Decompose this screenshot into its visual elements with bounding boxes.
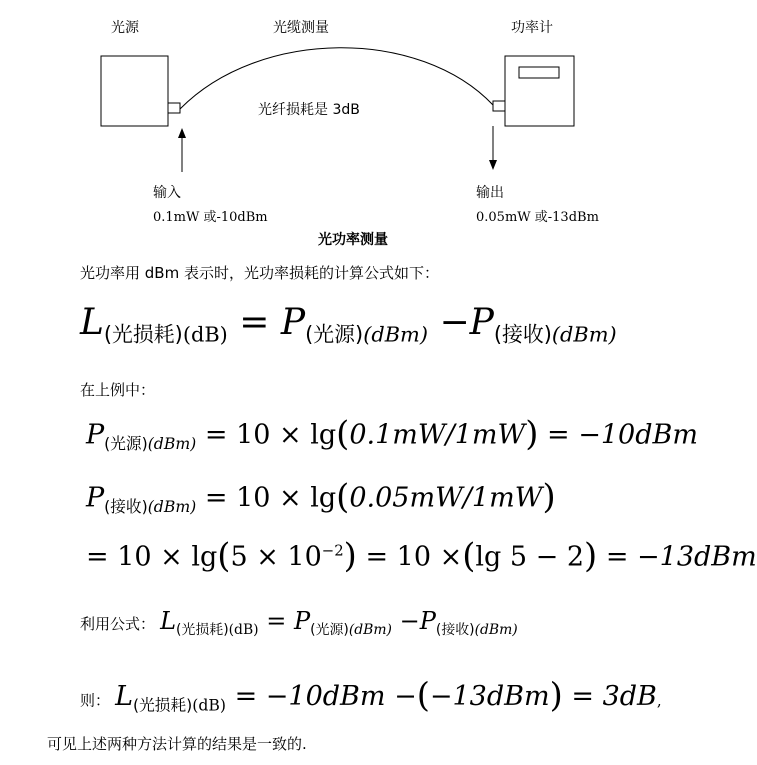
source-calc: $P_{(光源)(dBm)} = 10 \times \lg(0.1mW/1mW) = -10dBm$ bbox=[86, 414, 698, 453]
input-label: 输入 bbox=[153, 185, 181, 201]
eq-sign: = bbox=[239, 302, 270, 343]
example-text: 在上例中： bbox=[80, 381, 156, 399]
meter-port bbox=[493, 101, 505, 111]
source-calc-rhs-a: = 10 × lg bbox=[204, 419, 337, 451]
recv2-arg2: lg 5 − 2 bbox=[475, 541, 585, 573]
loss-sub-unit: (dB) bbox=[182, 322, 228, 347]
meter-label: 功率计 bbox=[511, 20, 553, 36]
output-label: 输出 bbox=[476, 185, 504, 201]
recv-calc: $P_{(接收)(dBm)} = 10 \times \lg(0.05mW/1mW)$ bbox=[86, 477, 556, 516]
apply-p1: P bbox=[294, 607, 311, 635]
recv2-exp: −2 bbox=[321, 541, 344, 560]
source-label: 光源 bbox=[111, 20, 139, 36]
light-source-box bbox=[101, 56, 168, 126]
apply-p1-sub-cn: (光源) bbox=[310, 621, 349, 638]
apply-p2-sub-unit: (dBm) bbox=[474, 621, 518, 638]
output-value: 0.05mW 或-13dBm bbox=[476, 210, 599, 225]
diagram-caption: 光功率测量 bbox=[318, 232, 388, 248]
source-calc-arg: 0.1mW/1mW bbox=[349, 419, 526, 451]
final-l-sub-cn: (光损耗) bbox=[133, 695, 193, 715]
recv2-c: = −13dBm bbox=[605, 541, 757, 573]
then-text: 则： bbox=[80, 691, 111, 710]
apply-p2-sub-cn: (接收) bbox=[435, 621, 475, 638]
apply-eq: = bbox=[266, 607, 287, 635]
recv-calc-p: P bbox=[86, 482, 105, 514]
source-port bbox=[168, 103, 180, 113]
meter-display bbox=[519, 67, 559, 78]
input-arrow-head bbox=[178, 128, 186, 138]
final-line: 则： $L_{(光损耗)(dB)} = -10dBm -(-13dBm) = 3dB$, bbox=[80, 676, 662, 715]
loss-label: 光纤损耗是 3dB bbox=[258, 102, 360, 118]
apply-p2: P bbox=[419, 607, 436, 635]
p-source-sub-cn: (光源) bbox=[305, 322, 364, 347]
output-arrow-head bbox=[489, 160, 497, 170]
conclusion-text: 可见上述两种方法计算的结果是一致的. bbox=[47, 735, 307, 753]
p-source-symbol: P bbox=[280, 302, 306, 343]
measurement-diagram bbox=[0, 0, 738, 260]
final-tail: , bbox=[656, 691, 662, 710]
apply-minus: − bbox=[399, 607, 420, 635]
source-calc-rhs-b: = −10dBm bbox=[547, 419, 698, 451]
recv2-a: = 10 × lg bbox=[86, 541, 218, 573]
recv-calc-arg: 0.05mW/1mW bbox=[349, 482, 543, 514]
p-source-sub-unit: (dBm) bbox=[363, 322, 428, 347]
recv2-base: 5 × 10 bbox=[230, 541, 322, 573]
loss-sub-cn: (光损耗) bbox=[103, 322, 183, 347]
apply-line bbox=[80, 607, 518, 638]
recv-calc-2: = $10 \times \lg(5 \times 10^{-2}) = 10 \times(\lg$ 5 − 2) = −13dBm bbox=[86, 536, 757, 575]
final-l: L bbox=[115, 681, 134, 713]
apply-text: 利用公式： bbox=[80, 615, 156, 633]
recv-calc-sub-cn: (接收) bbox=[104, 496, 148, 516]
p-recv-sub-unit: (dBm) bbox=[551, 322, 617, 347]
final-b: = 3dB bbox=[571, 681, 657, 713]
cable-label: 光缆测量 bbox=[273, 20, 329, 36]
apply-l-sub-cn: (光损耗) bbox=[176, 621, 229, 638]
loss-symbol: L bbox=[80, 302, 104, 343]
main-formula bbox=[80, 302, 617, 347]
p-recv-symbol: P bbox=[469, 302, 494, 343]
final-inner: −13dBm bbox=[429, 681, 550, 713]
source-calc-sub-unit: (dBm) bbox=[147, 433, 197, 453]
recv2-b: = 10 × bbox=[365, 541, 463, 573]
source-calc-sub-cn: (光源) bbox=[104, 433, 148, 453]
p-recv-sub-cn: (接收) bbox=[493, 322, 552, 347]
source-calc-p: P bbox=[86, 419, 105, 451]
apply-p1-sub-unit: (dBm) bbox=[348, 621, 392, 638]
recv-calc-rhs-a: = 10 × lg bbox=[204, 482, 337, 514]
final-a: = −10dBm − bbox=[234, 681, 417, 713]
intro-text: 光功率用 dBm 表示时，光功率损耗的计算公式如下： bbox=[80, 264, 439, 282]
minus-sign: − bbox=[439, 302, 470, 343]
apply-l-sub-unit: (dB) bbox=[228, 621, 259, 638]
final-l-sub-unit: (dB) bbox=[192, 695, 226, 715]
apply-l: L bbox=[160, 607, 177, 635]
recv-calc-sub-unit: (dBm) bbox=[147, 496, 197, 516]
input-value: 0.1mW 或-10dBm bbox=[153, 210, 268, 225]
